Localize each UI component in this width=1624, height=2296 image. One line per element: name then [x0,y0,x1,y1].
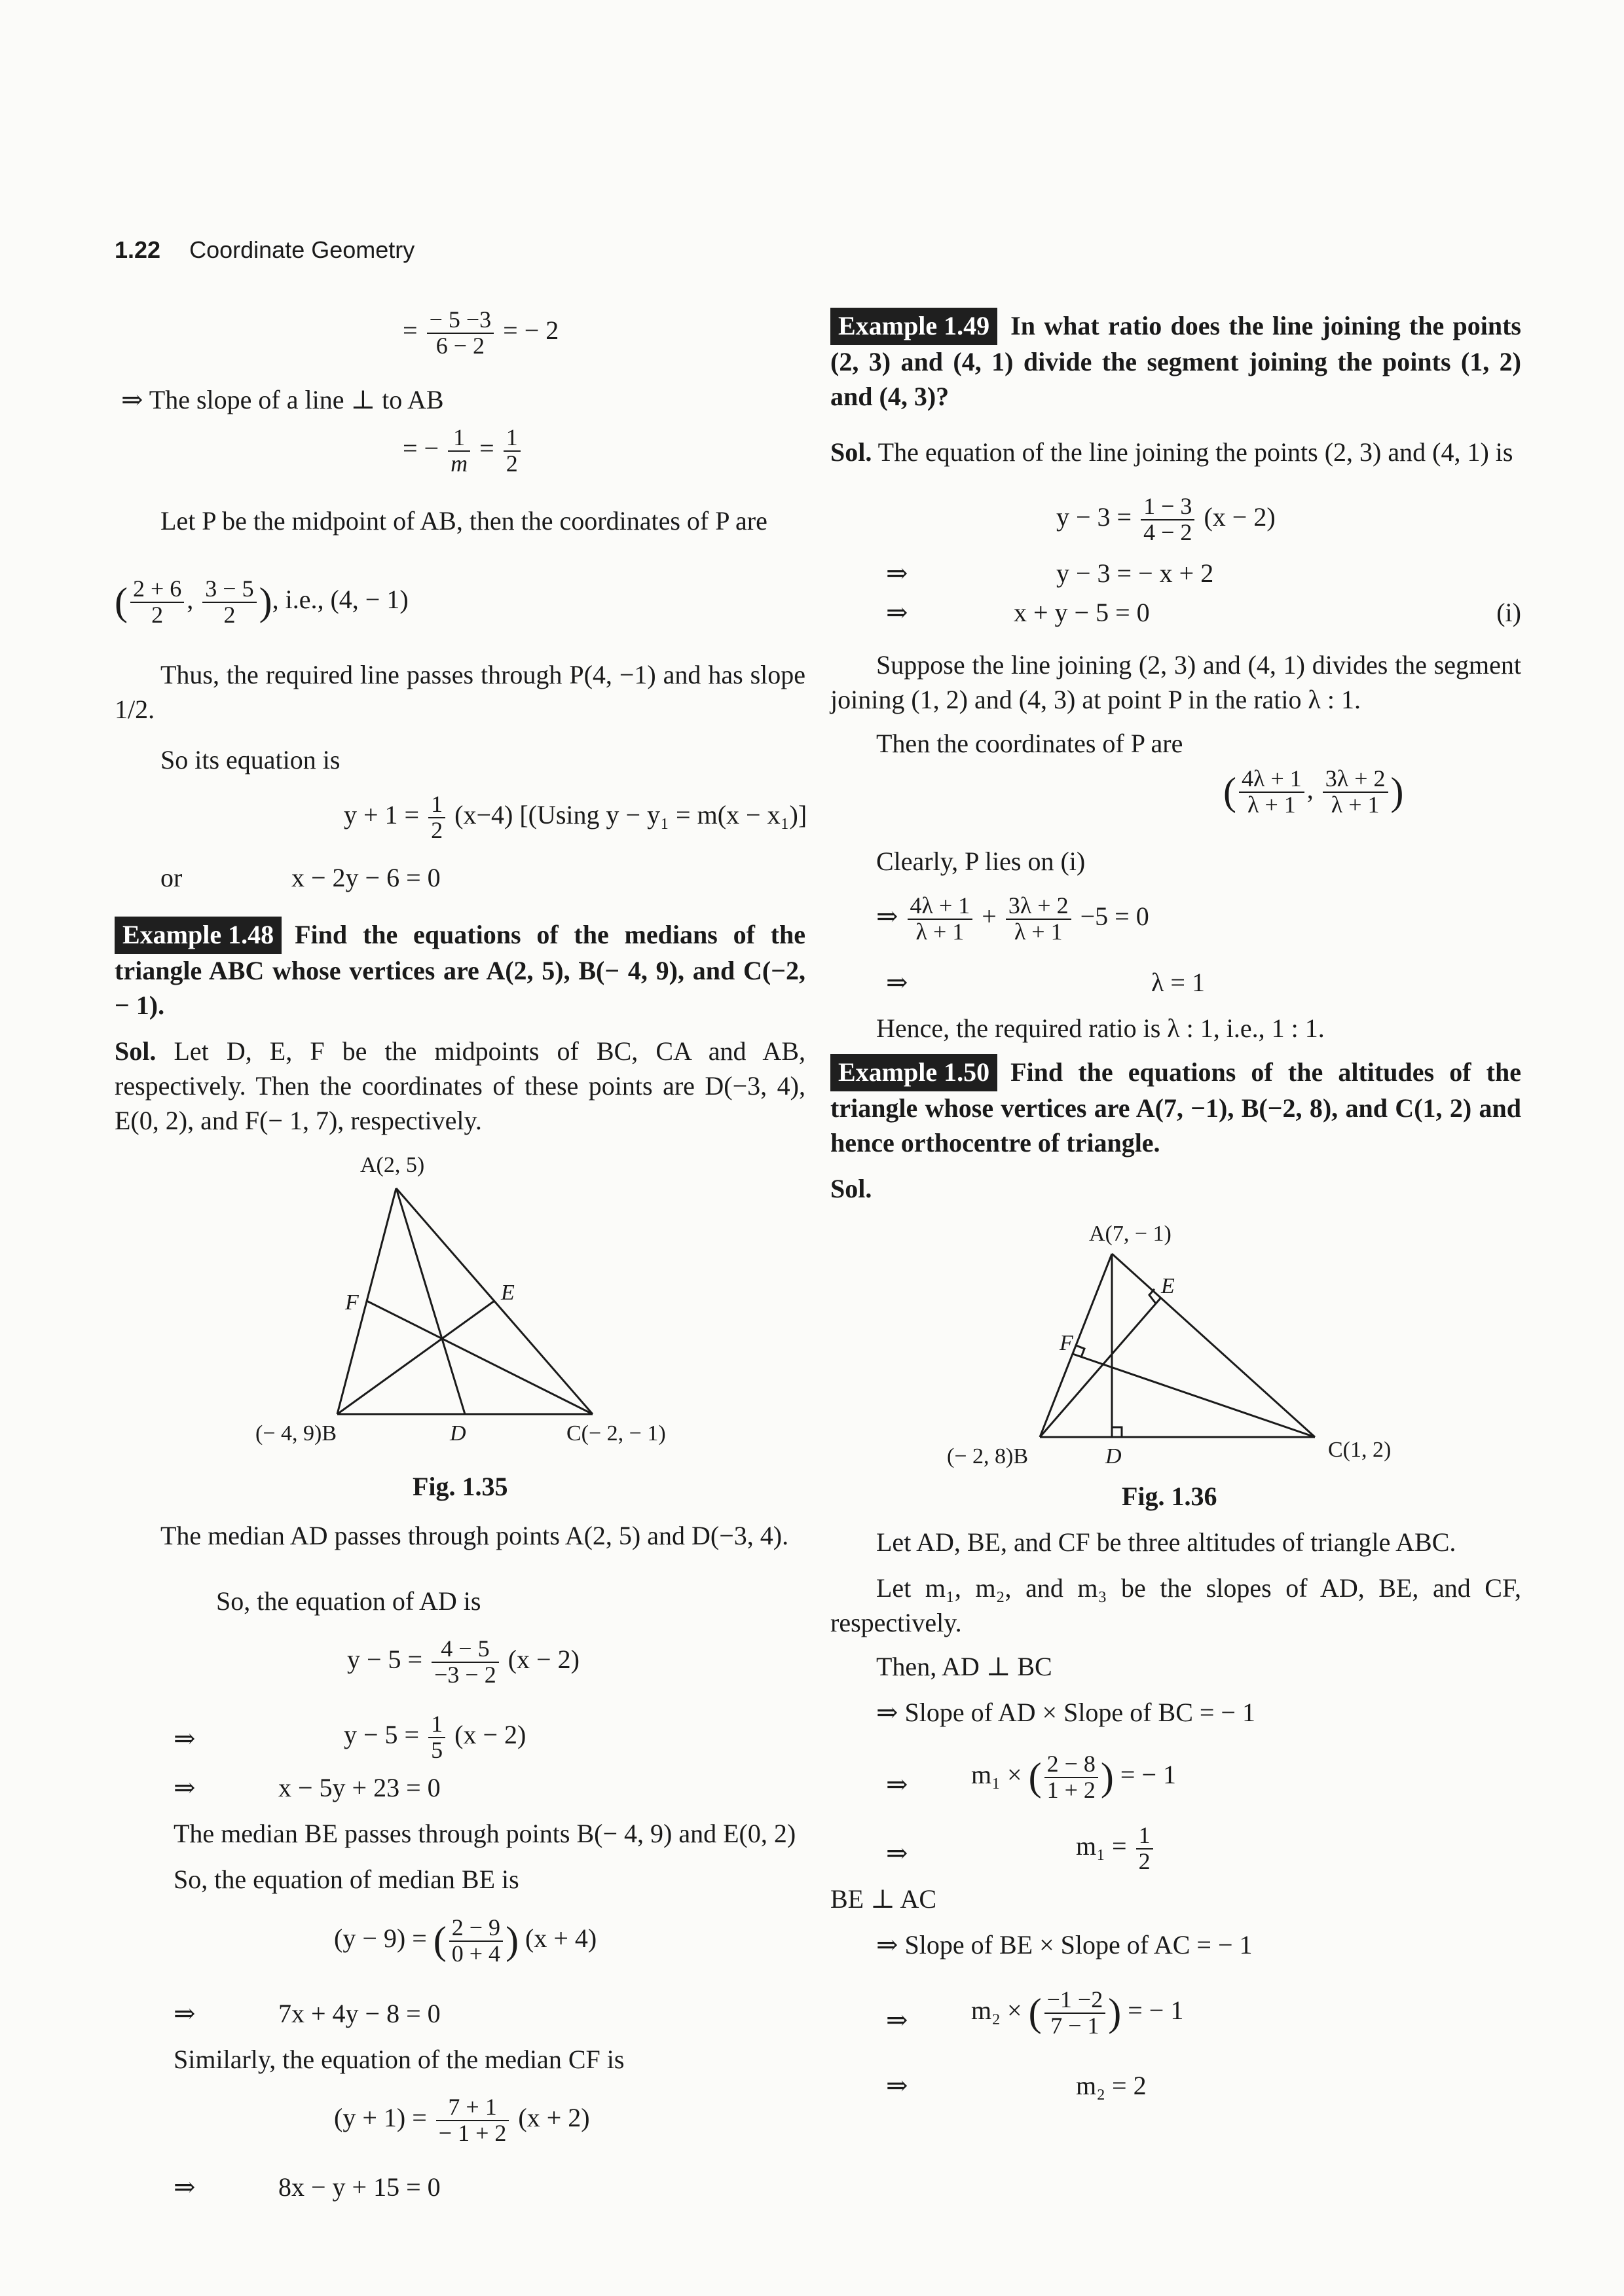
altitude-be [1040,1298,1161,1437]
m2-result: m₂ = 2 [1076,2071,1147,2100]
median-cf [367,1301,593,1414]
example-1-48 [115,917,805,1023]
implies-arrow: ⇒ [174,1724,196,1753]
example-question: Find the equations of the medians of the triangle ABC whose vertices are A(2, 5), B(− 4, 9), and C(−2, − 1). [115,920,805,1020]
midpoint-coordinates: ( $\frac{2 + 6}{2}$ , $\frac{3 - 5}{2}$ ), i.e., (4, − 1) [115,575,409,628]
example-1-49 [830,308,1521,414]
line-equation-3: x + y − 5 = 0 [1014,598,1150,627]
equation-tag-i: (i) [1496,598,1521,627]
figure-1-35-caption: Fig. 1.35 [413,1472,508,1501]
solution-1-50-label: Sol. [830,1174,872,1203]
ad-equation-1: y − 5 = $\frac{4 - 5}{-3 - 2}$ (x − 2) [347,1635,580,1688]
figure-1-35 [115,1142,805,1450]
be-perp-ac: BE ⊥ AC [830,1884,937,1914]
vertex-c-label: C(1, 2) [1328,1438,1392,1462]
solution-1-48: Sol. Let D, E, F be the midpoints of BC, CA and AB, respectively. Then the coordinates of these points are D(−3, 4), E(0, 2), and F(− 1, 7), respectively. [115,1036,806,1135]
midpoint-paragraph: Let P be the midpoint of AB, then the coordinates of P are [160,506,767,536]
implies-arrow: ⇒ [886,968,908,997]
implies-arrow: ⇒ [886,1838,908,1868]
vertex-a-label: A(7, − 1) [1089,1222,1172,1246]
be-equation-2: 7x + 4y − 8 = 0 [278,1999,441,2028]
implies-arrow: ⇒ [886,598,908,627]
example-question: Find the equations of the altitudes of the triangle whose vertices are A(7, −1), B(−2, 8), and C(1, 2) and hence orthocentre of triangle. [830,1057,1521,1157]
perp-slope-text: ⇒ The slope of a line ⊥ to AB [121,385,444,414]
lambda-equation: ⇒ $\frac{4\lambda + 1}{\lambda + 1}$ + $\frac{3\lambda + 2}{\lambda + 1}$ −5 = 0 [876,892,1149,945]
implies-arrow: ⇒ [886,2071,908,2100]
perp-slope-equation: = − $\frac{1}{m}$ = $\frac{1}{2}$ [403,426,523,477]
example-1-50 [830,1054,1521,1160]
m2-equation: m₂ × ( $\frac{-1 -2}{7 - 1}$ ) = − 1 [971,1986,1184,2039]
implies-arrow: ⇒ [886,2005,908,2035]
let-slopes-text: Let m₁, m₂, and m₃ be the slopes of AD, BE, and CF, respectively. [830,1573,1521,1637]
cf-equation-1: (y + 1) = $\frac{7 + 1}{- 1 + 2}$ (x + 2) [334,2094,590,2146]
clearly-text: Clearly, P lies on (i) [876,847,1086,876]
median-be [337,1301,494,1414]
so-ad-text: So, the equation of AD is [216,1586,481,1616]
right-angle-d [1112,1427,1122,1437]
thus-paragraph: Thus, the required line passes through P(4, −1) and has slope 1/2. [115,660,805,724]
figure-1-36-caption: Fig. 1.36 [1122,1482,1217,1511]
solution-1-49: Sol. The equation of the line joining the points (2, 3) and (4, 1) is [830,437,1513,467]
example-question: In what ratio does the line joining the points (2, 3) and (4, 1) divide the segment joining the points (1, 2) and (4, 3)? [830,311,1521,411]
altitude-cf [1073,1354,1315,1437]
point-f-label: F [1060,1331,1073,1355]
point-p-coordinates: ( $\frac{4\lambda + 1}{\lambda + 1}$ , $\frac{3\lambda + 2}{\lambda + 1}$ ) [1223,765,1404,818]
example-badge: Example 1.48 [115,917,282,954]
m1-result: m₁ = $\frac{1}{2}$ [1076,1823,1156,1874]
equation-line-p: y + 1 = $\frac{1}{2}$ (x−4) [(Using y − y₁ = m(x − x₁)] [344,791,807,843]
slope-ab-equation: = $\frac{- 5 -3}{6 - 2}$ = − 2 [403,306,559,359]
example-badge: Example 1.50 [830,1054,997,1091]
or-label: or [160,863,183,892]
line-equation-1: y − 3 = $\frac{1 - 3}{4 - 2}$ (x − 2) [1056,493,1276,545]
hence-ratio-text: Hence, the required ratio is λ : 1, i.e., 1 : 1. [876,1013,1325,1043]
then-ad-bc: Then, AD ⊥ BC [876,1652,1052,1681]
side-ac [1112,1254,1315,1437]
suppose-paragraph: Suppose the line joining (2, 3) and (4, 1) divides the segment joining (1, 2) and (4, 3) at point P in the ratio λ : 1. [830,650,1521,714]
so-equation-text: So its equation is [160,745,341,774]
lambda-value: λ = 1 [1151,968,1205,997]
example-badge: Example 1.49 [830,308,997,345]
vertex-b-label: (− 2, 8)B [947,1444,1028,1468]
similarly-cf-text: Similarly, the equation of the median CF is [174,2045,625,2074]
median-be-paragraph: The median BE passes through points B(− 4, 9) and E(0, 2) [174,1819,796,1848]
page-header [115,234,415,266]
median-ad [396,1188,465,1414]
cf-equation-2: 8x − y + 15 = 0 [278,2172,441,2202]
be-equation-1: (y − 9) = ( $\frac{2 - 9}{0 + 4}$ ) (x + 4) [334,1914,597,1967]
final-equation-p: x − 2y − 6 = 0 [291,863,441,892]
implies-arrow: ⇒ [886,558,908,588]
line-equation-2: y − 3 = − x + 2 [1056,558,1214,588]
vertex-a-label: A(2, 5) [360,1153,425,1177]
implies-arrow: ⇒ [886,1770,908,1799]
point-d-label: D [1105,1444,1122,1468]
point-e-label: E [501,1281,515,1305]
implies-arrow: ⇒ [174,1999,196,2028]
figure-1-36 [830,1211,1521,1473]
vertex-b-label: (− 4, 9)B [255,1421,337,1446]
m1-equation: m₁ × ( $\frac{2 - 8}{1 + 2}$ ) = − 1 [971,1750,1177,1803]
vertex-c-label: C(− 2, − 1) [566,1421,666,1446]
slope-ad-bc: ⇒ Slope of AD × Slope of BC = − 1 [876,1698,1255,1727]
chapter-title: Coordinate Geometry [189,236,415,263]
implies-arrow: ⇒ [174,1773,196,1802]
point-d-label: D [450,1421,466,1446]
let-altitudes-text: Let AD, BE, and CF be three altitudes of triangle ABC. [876,1527,1456,1557]
median-ad-paragraph: The median AD passes through points A(2, 5) and D(−3, 4). [160,1521,789,1550]
implies-arrow: ⇒ [174,2172,196,2202]
slope-be-ac: ⇒ Slope of BE × Slope of AC = − 1 [876,1930,1253,1959]
ad-equation-2: y − 5 = $\frac{1}{5}$ (x − 2) [344,1711,526,1763]
point-e-label: E [1161,1274,1175,1298]
then-coords-text: Then the coordinates of P are [876,729,1183,758]
point-f-label: F [345,1290,359,1315]
ad-equation-3: x − 5y + 23 = 0 [278,1773,441,1802]
page-number: 1.22 [115,236,161,263]
so-be-text: So, the equation of median BE is [174,1865,519,1894]
